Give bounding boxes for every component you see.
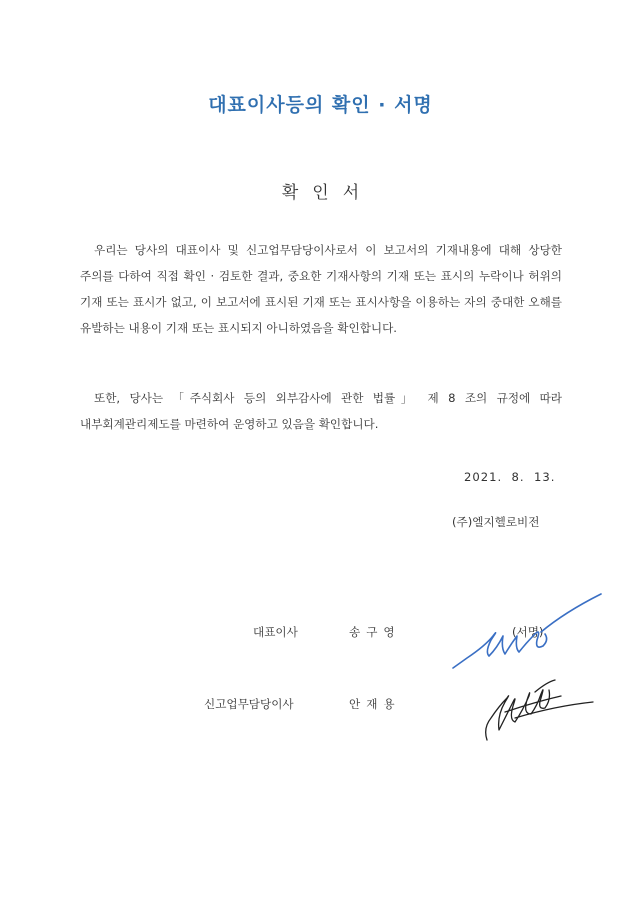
- reporting-director-signature: [475, 672, 595, 747]
- reporting-director-signature-stroke: [486, 680, 593, 740]
- document-title: 확인서: [281, 183, 374, 203]
- document-date: 2021. 8. 13.: [464, 470, 556, 484]
- ceo-signature-stroke: [453, 594, 601, 668]
- ceo-signature: [445, 592, 605, 674]
- reporting-director-role-label: 신고업무담당이사: [204, 697, 294, 711]
- company-name: (주)엘지헬로비전: [452, 515, 540, 529]
- signature-mark-label: (서명): [512, 625, 544, 639]
- confirmation-paragraph: 우리는 당사의 대표이사 및 신고업무담당이사로서 이 보고서의 기재내용에 대해 상당한 주의를 다하여 직접 확인 · 검토한 결과, 중요한 기재사항의 기재 또는 표시의 누락이나 허위의 기재 또는 표시가 없고, 이 보고서에 표시된 기재 또는 표시사항을 이용하는 자의 중대한 오해를 유발하는 내용이 기재 또는 표시되지 아니하였음을 확인합니다.: [80, 243, 562, 335]
- page-heading: 대표이사등의 확인 · 서명: [208, 94, 433, 116]
- ceo-name: 송구영: [349, 625, 401, 639]
- reporting-director-name: 안재용: [349, 697, 401, 711]
- internal-control-paragraph: 또한, 당사는 「주식회사 등의 외부감사에 관한 법률」 제 8 조의 규정에 따라 내부회계관리제도를 마련하여 운영하고 있음을 확인합니다.: [80, 391, 562, 431]
- ceo-role-label: 대표이사: [253, 625, 298, 639]
